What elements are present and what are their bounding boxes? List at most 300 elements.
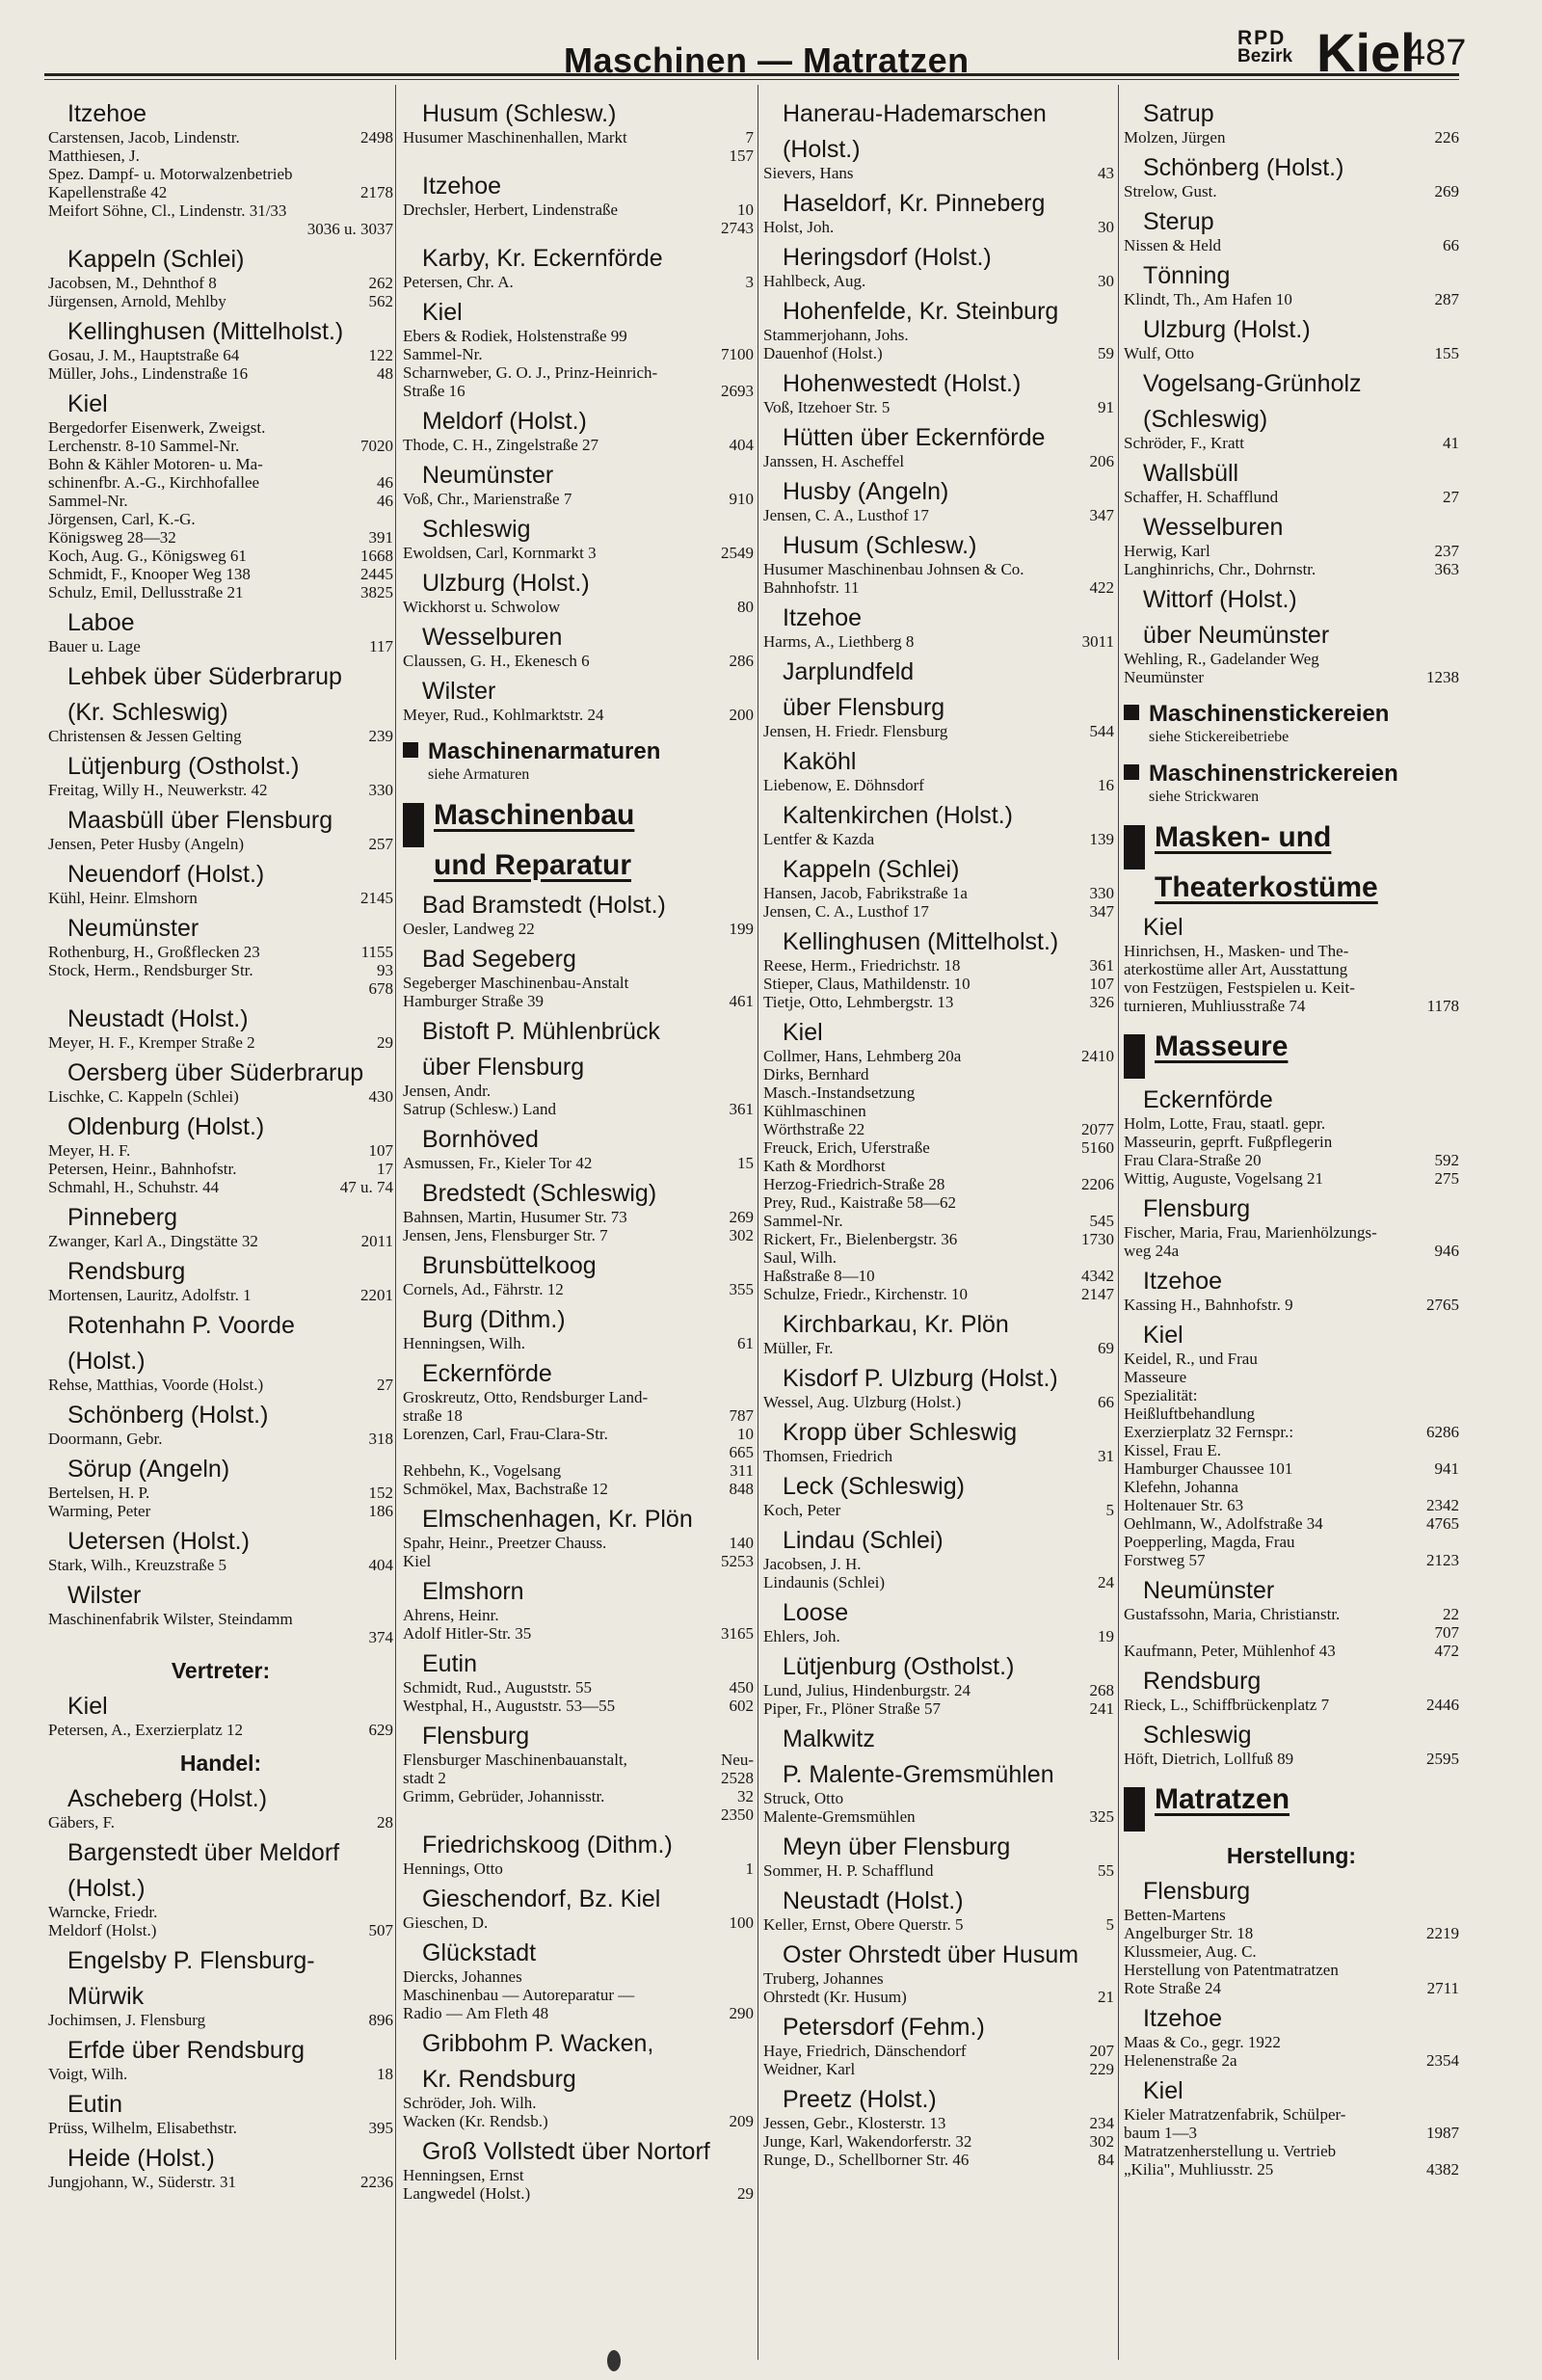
entry-name: Scharnweber, G. O. J., Prinz-Heinrich- <box>403 363 658 382</box>
directory-entry <box>403 1280 754 1298</box>
place-heading: Kappeln (Schlei) <box>783 856 960 883</box>
header-rule <box>44 73 1459 76</box>
directory-entry <box>763 1789 1114 1807</box>
place-heading: Eutin <box>422 1650 477 1677</box>
entry-name: Jacobsen, J. H. <box>763 1555 862 1573</box>
entry-number: 848 <box>729 1480 754 1498</box>
entry-number: 422 <box>1089 578 1114 597</box>
entry-name: Masseurin, geprft. Fußpflegerin <box>1124 1133 1333 1151</box>
entry-name: Jensen, Jens, Flensburger Str. 7 <box>403 1226 608 1244</box>
entry-name: Hansen, Jacob, Fabrikstraße 1a <box>763 884 968 902</box>
entry-number: 84 <box>1098 2151 1114 2169</box>
entry-number <box>387 201 393 220</box>
directory-entry <box>1124 2124 1459 2142</box>
entry-name: Adolf Hitler-Str. 35 <box>403 1624 532 1643</box>
directory-entry <box>403 1226 754 1244</box>
entry-number <box>1108 1789 1114 1807</box>
directory-entry <box>763 326 1114 344</box>
entry-name: Wörthstraße 22 <box>763 1120 865 1138</box>
directory-entry <box>763 272 1114 290</box>
directory-entry <box>48 364 393 383</box>
entry-name: Freuck, Erich, Uferstraße <box>763 1138 930 1157</box>
page-number: 487 <box>1405 33 1467 73</box>
entry-number <box>1453 1133 1459 1151</box>
place-heading: Leck (Schleswig) <box>783 1473 965 1500</box>
directory-entry <box>403 1082 754 1100</box>
entry-name: Nissen & Held <box>1124 236 1222 254</box>
entry-number <box>1453 1386 1459 1404</box>
entry-number: 66 <box>1098 1393 1114 1411</box>
directory-entry <box>403 974 754 992</box>
place-heading: Kappeln (Schlei) <box>67 246 245 273</box>
place-heading: Neuendorf (Holst.) <box>67 861 265 888</box>
place-heading: Satrup <box>1143 100 1214 127</box>
entry-number: 66 <box>1443 236 1459 254</box>
directory-entry <box>403 1751 754 1769</box>
entry-number: 678 <box>368 979 393 998</box>
entry-name: Forstweg 57 <box>1124 1551 1206 1569</box>
entry-number: 1178 <box>1426 997 1459 1015</box>
directory-entry <box>1124 1404 1459 1423</box>
directory-entry <box>403 1100 754 1118</box>
entry-name: Kapellenstraße 42 <box>48 183 168 201</box>
entry-number <box>1453 1223 1459 1242</box>
directory-entry <box>763 560 1114 578</box>
entry-number: 207 <box>1089 2042 1114 2060</box>
entry-name: Thomsen, Friedrich <box>763 1447 893 1465</box>
entry-number: 2446 <box>1426 1696 1459 1714</box>
section-heading <box>1124 760 1459 789</box>
entry-number: 275 <box>1434 1169 1459 1188</box>
directory-entry <box>403 1678 754 1697</box>
entry-number: 27 <box>377 1376 393 1394</box>
directory-entry <box>48 220 393 238</box>
entry-name: Groskreutz, Otto, Rendsburger Land- <box>403 1388 649 1406</box>
directory-entry <box>403 1859 754 1878</box>
entry-number: 330 <box>368 781 393 799</box>
entry-number: 16 <box>1098 776 1114 794</box>
section-title: Theaterkostüme <box>1155 871 1378 903</box>
entry-name: Müller, Fr. <box>763 1339 834 1357</box>
entry-name: Fischer, Maria, Frau, Marienhölzungs- <box>1124 1223 1377 1242</box>
directory-entry <box>763 632 1114 651</box>
place-heading: Lütjenburg (Ostholst.) <box>67 753 300 780</box>
directory-entry <box>48 201 393 220</box>
entry-name: Hinrichsen, H., Masken- und The- <box>1124 942 1349 960</box>
directory-entry <box>763 1285 1114 1303</box>
entry-number: 157 <box>729 147 754 165</box>
place-heading: Lehbek über Süderbrarup <box>67 663 342 690</box>
directory-entry <box>48 1087 393 1106</box>
entry-number: 2147 <box>1081 1285 1114 1303</box>
entry-number: 1238 <box>1426 668 1459 686</box>
directory-entry <box>1124 1924 1459 1942</box>
directory-entry <box>763 2042 1114 2060</box>
entry-name: Kieler Matratzenfabrik, Schülper- <box>1124 2105 1346 2124</box>
entry-name: Mortensen, Lauritz, Adolfstr. 1 <box>48 1286 252 1304</box>
entry-number: 199 <box>729 920 754 938</box>
directory-entry <box>763 1157 1114 1175</box>
entry-number: 107 <box>1089 975 1114 993</box>
entry-name: Herzog-Friedrich-Straße 28 <box>763 1175 945 1193</box>
place-heading: Wilster <box>422 678 496 705</box>
entry-number: 139 <box>1089 830 1114 848</box>
place-heading: Oldenburg (Holst.) <box>67 1113 265 1140</box>
entry-number: 5253 <box>721 1552 754 1570</box>
entry-name: Heißluftbehandlung <box>1124 1404 1255 1423</box>
place-heading: Brunsbüttelkoog <box>422 1252 597 1279</box>
directory-entry <box>1124 1514 1459 1533</box>
directory-entry <box>1124 1368 1459 1386</box>
section-marker-icon <box>403 803 424 847</box>
entry-number: 2011 <box>360 1232 393 1250</box>
entry-name: Voß, Itzehoer Str. 5 <box>763 398 891 416</box>
directory-entry <box>403 652 754 670</box>
directory-entry <box>403 382 754 400</box>
entry-name: Exerzierplatz 32 Fernspr.: <box>1124 1423 1294 1441</box>
entry-name <box>1124 1623 1429 1642</box>
entry-name: Rehse, Matthias, Voorde (Holst.) <box>48 1376 264 1394</box>
entry-name: Rickert, Fr., Bielenbergstr. 36 <box>763 1230 958 1248</box>
directory-entry <box>403 1787 754 1805</box>
entry-name: Strelow, Gust. <box>1124 182 1217 201</box>
entry-name: Königsweg 28—32 <box>48 528 176 547</box>
directory-entry <box>48 2173 393 2191</box>
place-heading: Kiel <box>1143 914 1183 941</box>
directory-entry <box>403 1388 754 1406</box>
entry-name: Schaffer, H. Schafflund <box>1124 488 1279 506</box>
directory-entry <box>48 1610 393 1628</box>
place-heading: Meyn über Flensburg <box>783 1833 1011 1860</box>
directory-entry <box>1124 1151 1459 1169</box>
entry-name: Kiel <box>403 1552 432 1570</box>
place-heading: Kellinghusen (Mittelholst.) <box>783 928 1059 955</box>
entry-name: Reese, Herm., Friedrichstr. 18 <box>763 956 961 975</box>
directory-entry <box>763 2151 1114 2169</box>
entry-name: Jörgensen, Carl, K.-G. <box>48 510 196 528</box>
entry-number: 226 <box>1434 128 1459 147</box>
entry-number <box>748 1388 754 1406</box>
entry-name: Klindt, Th., Am Hafen 10 <box>1124 290 1292 308</box>
place-heading: Laboe <box>67 609 135 636</box>
entry-name: Betten-Martens <box>1124 1906 1226 1924</box>
entry-name: Runge, D., Schellborner Str. 46 <box>763 2151 970 2169</box>
entry-number: 4342 <box>1081 1267 1114 1285</box>
directory-entry <box>1124 1551 1459 1569</box>
directory-entry <box>48 2119 393 2137</box>
entry-name: Gäbers, F. <box>48 1813 115 1832</box>
place-heading: Heide (Holst.) <box>67 2145 215 2172</box>
entry-name: Höft, Dietrich, Lollfuß 89 <box>1124 1750 1294 1768</box>
entry-number: 2206 <box>1081 1175 1114 1193</box>
entry-number: 155 <box>1434 344 1459 362</box>
directory-entry <box>763 722 1114 740</box>
entry-name: Hahlbeck, Aug. <box>763 272 866 290</box>
entry-number: 404 <box>368 1556 393 1574</box>
entry-name: Jensen, H. Friedr. Flensburg <box>763 722 948 740</box>
entry-name: Hamburger Chaussee 101 <box>1124 1459 1293 1478</box>
place-heading: Groß Vollstedt über Nortorf <box>422 2138 710 2165</box>
entry-name: Bertelsen, H. P. <box>48 1484 150 1502</box>
entry-name: Maas & Co., gegr. 1922 <box>1124 2033 1281 2051</box>
entry-number: 31 <box>1098 1447 1114 1465</box>
place-heading: Sterup <box>1143 208 1214 235</box>
entry-name: aterkostüme aller Art, Ausstattung <box>1124 960 1348 978</box>
place-heading: Wittorf (Holst.) <box>1143 586 1297 613</box>
entry-name: Warncke, Friedr. <box>48 1903 158 1921</box>
place-heading: Eckernförde <box>422 1360 552 1387</box>
directory-entry <box>403 1552 754 1570</box>
entry-number: 311 <box>730 1461 754 1480</box>
entry-name: Gosau, J. M., Hauptstraße 64 <box>48 346 240 364</box>
directory-entry <box>403 920 754 938</box>
entry-name: Ohrstedt (Kr. Husum) <box>763 1988 907 2006</box>
entry-name: Koch, Aug. G., Königsweg 61 <box>48 547 247 565</box>
place-heading: Itzehoe <box>1143 2005 1223 2032</box>
column-divider <box>395 85 396 2360</box>
entry-name: Struck, Otto <box>763 1789 844 1807</box>
entry-number: 122 <box>368 346 393 364</box>
entry-number <box>1108 1193 1114 1212</box>
section-heading <box>1124 1781 1459 1832</box>
entry-name: Ahrens, Heinr. <box>403 1606 499 1624</box>
directory-entry <box>403 1606 754 1624</box>
entry-number: 93 <box>377 961 393 979</box>
entry-number: 241 <box>1089 1699 1114 1718</box>
entry-number <box>1453 1350 1459 1368</box>
directory-entry <box>1124 560 1459 578</box>
entry-number: 48 <box>377 364 393 383</box>
place-heading: Jarplundfeld <box>783 658 915 685</box>
entry-number <box>1108 1083 1114 1102</box>
entry-name: Holst, Joh. <box>763 218 835 236</box>
place-heading: Rendsburg <box>1143 1668 1262 1695</box>
place-heading: Eutin <box>67 2091 122 2118</box>
entry-name: Ebers & Rodiek, Holstenstraße 99 <box>403 327 627 345</box>
directory-entry <box>763 1230 1114 1248</box>
entry-number: 507 <box>368 1921 393 1939</box>
entry-name: Meifort Söhne, Cl., Lindenstr. 31/33 <box>48 201 287 220</box>
entry-number: 237 <box>1434 542 1459 560</box>
directory-entry <box>48 889 393 907</box>
entry-number: 257 <box>368 835 393 853</box>
entry-number: 15 <box>737 1154 754 1172</box>
directory-entry <box>403 992 754 1010</box>
directory-entry <box>763 1573 1114 1591</box>
entry-number: 2549 <box>721 544 754 562</box>
place-heading: Husum (Schlesw.) <box>422 100 617 127</box>
entry-number <box>387 418 393 437</box>
directory-entry <box>48 943 393 961</box>
entry-name: Poepperling, Magda, Frau <box>1124 1533 1295 1551</box>
entry-number: 391 <box>368 528 393 547</box>
subsection-heading: Handel: <box>179 1751 262 1776</box>
entry-number: 234 <box>1089 2114 1114 2132</box>
subsection-heading: Vertreter: <box>171 1658 271 1683</box>
place-heading: Kropp über Schleswig <box>783 1419 1018 1446</box>
directory-entry <box>763 1267 1114 1285</box>
directory-entry <box>763 2114 1114 2132</box>
directory-entry <box>1124 344 1459 362</box>
entry-name: Maschinenfabrik Wilster, Steindamm <box>48 1610 293 1628</box>
place-heading: Glückstadt <box>422 1939 537 1966</box>
page-header <box>0 22 1542 94</box>
section-marker-icon <box>1124 825 1145 869</box>
entry-name: Spezialität: <box>1124 1386 1198 1404</box>
column-1 <box>48 93 393 2367</box>
entry-name: Keller, Ernst, Obere Querstr. 5 <box>763 1915 964 1934</box>
directory-entry <box>403 1461 754 1480</box>
entry-number <box>1453 1368 1459 1386</box>
place-heading: Ulzburg (Holst.) <box>1143 316 1311 343</box>
place-heading: Kiel <box>67 390 108 417</box>
section-title: Maschinenstrickereien <box>1149 761 1398 787</box>
directory-entry <box>763 1555 1114 1573</box>
column-2 <box>403 93 754 2367</box>
place-heading: Oersberg über Süderbrarup <box>67 1059 364 1086</box>
place-heading: Preetz (Holst.) <box>783 2086 937 2113</box>
directory-entry <box>1124 488 1459 506</box>
section-marker-icon <box>1124 705 1139 720</box>
place-heading: Kiel <box>67 1693 108 1720</box>
directory-entry <box>48 727 393 745</box>
directory-entry <box>1124 2105 1459 2124</box>
place-heading: Kiel <box>1143 2077 1183 2104</box>
directory-entry <box>1124 542 1459 560</box>
entry-number: 10 <box>737 1425 754 1443</box>
entry-number <box>1108 1157 1114 1175</box>
entry-number: 55 <box>1098 1861 1114 1880</box>
place-heading: Rotenhahn P. Voorde <box>67 1312 295 1339</box>
entry-name: Kühlmaschinen <box>763 1102 866 1120</box>
entry-number: 941 <box>1434 1459 1459 1478</box>
directory-entry <box>48 637 393 655</box>
entry-name: Doormann, Gebr. <box>48 1430 163 1448</box>
entry-number: 5 <box>1105 1501 1114 1519</box>
section-title: Maschinenbau <box>434 799 635 831</box>
directory-entry <box>48 1813 393 1832</box>
place-heading: Itzehoe <box>67 100 147 127</box>
entry-number: 43 <box>1098 164 1114 182</box>
place-heading: Maasbüll über Flensburg <box>67 807 333 834</box>
place-heading: Pinneberg <box>67 1204 177 1231</box>
entry-name: Weidner, Karl <box>763 2060 856 2078</box>
directory-entry <box>403 2004 754 2022</box>
place-heading: Haseldorf, Kr. Pinneberg <box>783 190 1046 217</box>
entry-number: 46 <box>377 492 393 510</box>
directory-entry <box>403 327 754 345</box>
entry-name: Prüss, Wilhelm, Elisabethstr. <box>48 2119 237 2137</box>
entry-number: 602 <box>729 1697 754 1715</box>
entry-number <box>387 510 393 528</box>
entry-number <box>1453 2105 1459 2124</box>
entry-name: Holtenauer Str. 63 <box>1124 1496 1244 1514</box>
entry-number: 2123 <box>1426 1551 1459 1569</box>
directory-entry <box>403 2166 754 2184</box>
directory-entry <box>1124 1942 1459 1961</box>
entry-number <box>1108 1102 1114 1120</box>
entry-number: 2711 <box>1426 1979 1459 1997</box>
place-heading: Wesselburen <box>422 624 563 651</box>
entry-number: 545 <box>1089 1212 1114 1230</box>
entry-name: Prey, Rud., Kaistraße 58—62 <box>763 1193 957 1212</box>
directory-entry <box>1124 1441 1459 1459</box>
place-heading: Hohenwestedt (Holst.) <box>783 370 1022 397</box>
entry-name: Bergedorfer Eisenwerk, Zweigst. <box>48 418 266 437</box>
directory-entry <box>403 2094 754 2112</box>
directory-entry <box>48 128 393 147</box>
entry-name: Warming, Peter <box>48 1502 151 1520</box>
place-heading: (Holst.) <box>67 1875 146 1902</box>
place-heading: Tönning <box>1143 262 1231 289</box>
place-heading: (Kr. Schleswig) <box>67 699 228 726</box>
entry-number: 4765 <box>1426 1514 1459 1533</box>
entry-name: Langhinrichs, Chr., Dohrnstr. <box>1124 560 1316 578</box>
entry-name: Klefehn, Johanna <box>1124 1478 1238 1496</box>
entry-name: Dirks, Bernhard <box>763 1065 869 1083</box>
entry-name: Wehling, R., Gadelander Weg <box>1124 650 1319 668</box>
entry-name: Rehbehn, K., Vogelsang <box>403 1461 562 1480</box>
entry-number: 29 <box>737 2184 754 2203</box>
place-heading: Lütjenburg (Ostholst.) <box>783 1653 1015 1680</box>
directory-entry <box>763 1065 1114 1083</box>
entry-number <box>1453 960 1459 978</box>
place-heading: Schönberg (Holst.) <box>1143 154 1344 181</box>
entry-number <box>1453 1114 1459 1133</box>
entry-number: 2178 <box>360 183 393 201</box>
directory-entry <box>1124 1350 1459 1368</box>
entry-name: Lentfer & Kazda <box>763 830 875 848</box>
directory-entry <box>403 1334 754 1352</box>
entry-number: 209 <box>729 2112 754 2130</box>
place-heading: Kiel <box>1143 1322 1183 1349</box>
place-heading: Neustadt (Holst.) <box>783 1887 964 1914</box>
entry-number: 707 <box>1434 1623 1459 1642</box>
directory-entry <box>1124 434 1459 452</box>
entry-name: Wacken (Kr. Rendsb.) <box>403 2112 548 2130</box>
entry-name: Ehlers, Joh. <box>763 1627 840 1645</box>
entry-name <box>48 220 302 238</box>
entry-name <box>48 1628 363 1646</box>
entry-name: Flensburger Maschinenbauanstalt, <box>403 1751 627 1769</box>
directory-entry <box>48 292 393 310</box>
entry-name: Jensen, Peter Husby (Angeln) <box>48 835 245 853</box>
entry-name: Stammerjohann, Johs. <box>763 326 909 344</box>
entry-name: Stock, Herm., Rendsburger Str. <box>48 961 253 979</box>
place-heading: Wesselburen <box>1143 514 1284 541</box>
directory-entry <box>48 1376 393 1394</box>
directory-entry <box>1124 942 1459 960</box>
directory-entry <box>763 884 1114 902</box>
entry-number: 28 <box>377 1813 393 1832</box>
entry-name: Zwanger, Karl A., Dingstätte 32 <box>48 1232 258 1250</box>
entry-name: Sammel-Nr. <box>763 1212 843 1230</box>
place-heading: Loose <box>783 1599 849 1626</box>
entry-number: 59 <box>1098 344 1114 362</box>
directory-entry <box>48 1484 393 1502</box>
directory-entry <box>403 1697 754 1715</box>
directory-entry <box>48 437 393 455</box>
place-heading: Hütten über Eckernförde <box>783 424 1046 451</box>
entry-number: 2145 <box>360 889 393 907</box>
section-title: Maschinenstickereien <box>1149 701 1390 727</box>
directory-entry <box>48 1921 393 1939</box>
entry-name: Matratzenherstellung u. Vertrieb <box>1124 2142 1337 2160</box>
directory-entry <box>403 219 754 237</box>
directory-entry <box>403 1769 754 1787</box>
entry-name: Jensen, C. A., Lusthof 17 <box>763 506 929 524</box>
entry-number: 330 <box>1089 884 1114 902</box>
